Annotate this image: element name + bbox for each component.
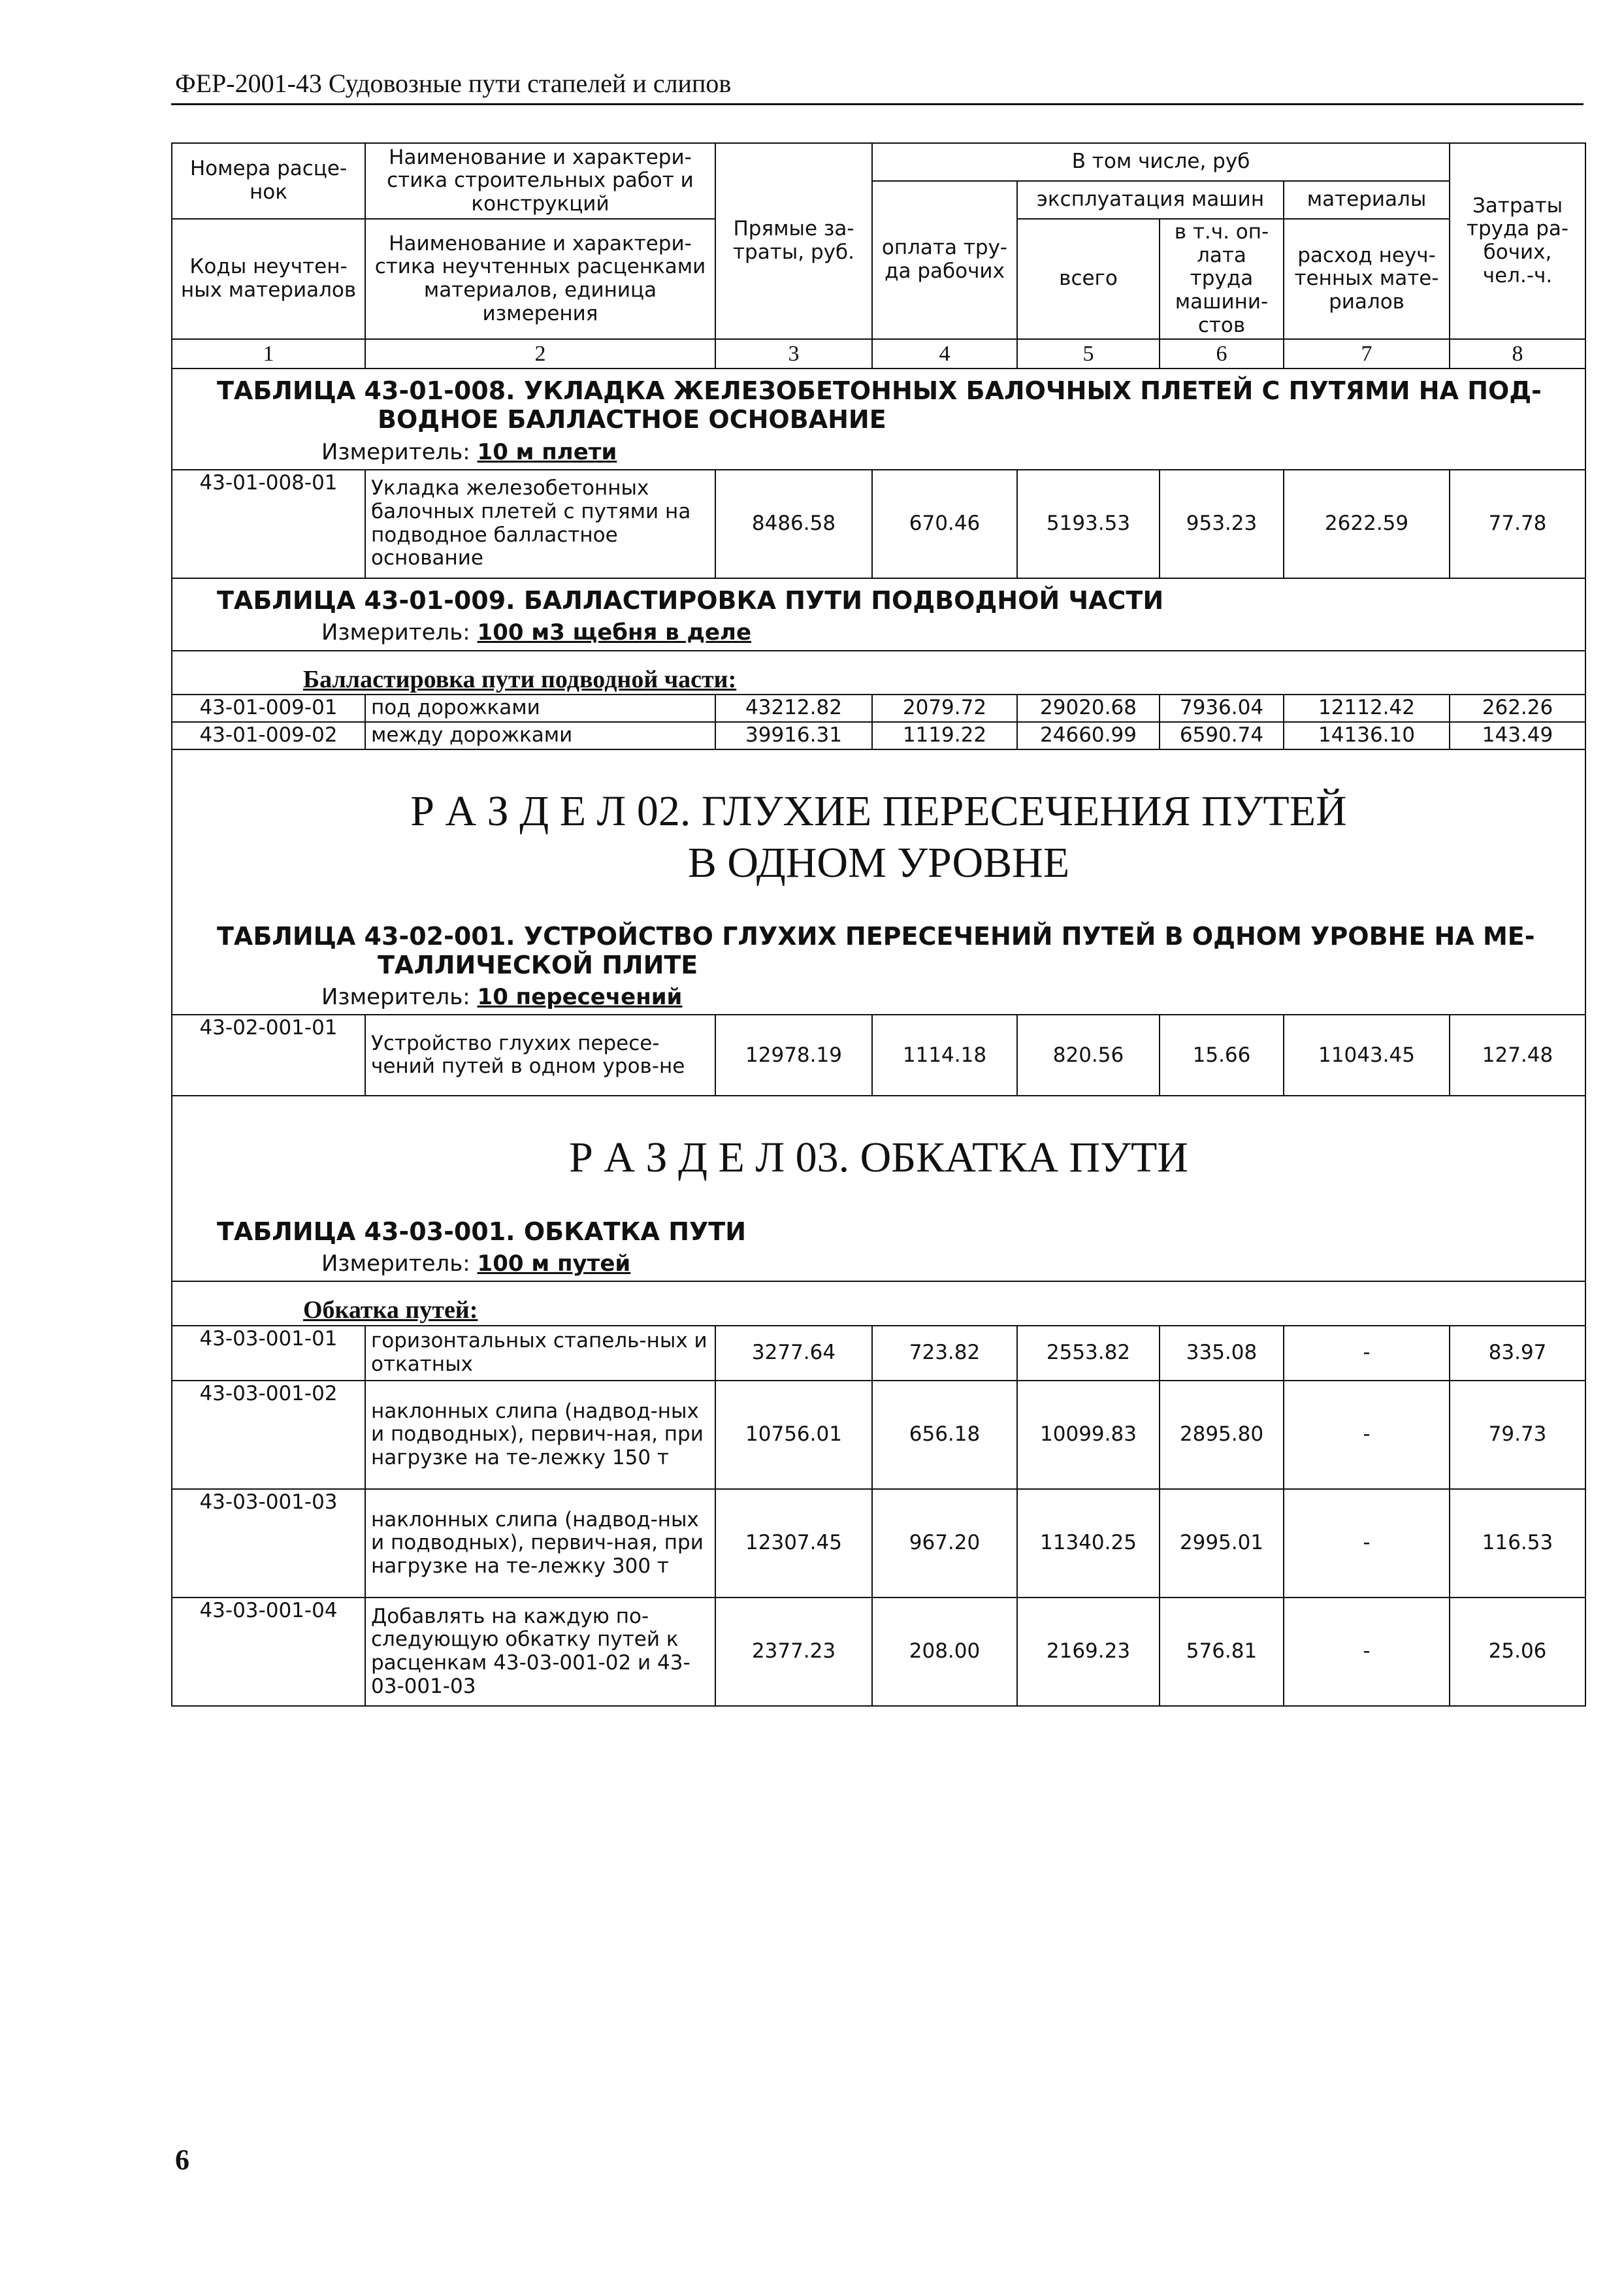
rate-name: Добавлять на каждую по-следующую обкатку путей к расценкам 43-03-001-02 и 43-03-001-03: [365, 1598, 715, 1706]
labor-pay-value: 723.82: [872, 1326, 1017, 1381]
table-row: [172, 695, 1585, 722]
group-heading: [172, 651, 1585, 695]
machinist-pay-value: 335.08: [1160, 1326, 1284, 1381]
col-index: 4: [872, 339, 1017, 369]
col-index: 2: [365, 339, 715, 369]
direct-costs-value: 12307.45: [715, 1489, 872, 1598]
table-row: [172, 722, 1585, 749]
machinist-pay-value: 2895.80: [1160, 1381, 1284, 1489]
col-work-name: Наименование и характери-стика строительных работ и конструкций: [365, 143, 715, 219]
col-labor-costs: Затраты труда ра-бочих, чел.-ч.: [1450, 143, 1585, 339]
header-rule: [171, 103, 1583, 105]
materials-value: 12112.42: [1284, 695, 1450, 722]
machines-total-value: 2553.82: [1017, 1326, 1160, 1381]
table-title: [172, 369, 1585, 436]
direct-costs-value: 8486.58: [715, 470, 872, 578]
materials-value: -: [1284, 1381, 1450, 1489]
labor-costs-value: 262.26: [1450, 695, 1585, 722]
col-machines-total: всего: [1017, 219, 1160, 339]
measure-value: 100 м3 щебня в деле: [477, 619, 752, 646]
labor-costs-value: 127.48: [1450, 1015, 1585, 1096]
page-number: 6: [175, 2144, 189, 2176]
section-heading: [172, 749, 1585, 915]
col-index: 3: [715, 339, 872, 369]
labor-costs-value: 25.06: [1450, 1598, 1585, 1706]
section-heading-line: В ОДНОМ УРОВНЕ: [687, 838, 1070, 887]
direct-costs-value: 10756.01: [715, 1381, 872, 1489]
measure-value: 10 м плети: [477, 438, 617, 465]
measure-line: [172, 982, 1585, 1015]
machinist-pay-value: 2995.01: [1160, 1489, 1284, 1598]
labor-pay-value: 670.46: [872, 470, 1017, 578]
table-title-line: ТАБЛИЦА 43-02-001. УСТРОЙСТВО ГЛУХИХ ПЕРЕСЕЧЕНИЙ ПУТЕЙ В ОДНОМ УРОВНЕ НА МЕ-: [217, 921, 1535, 951]
section-heading-line: Р А З Д Е Л 03. ОБКАТКА ПУТИ: [569, 1134, 1188, 1182]
col-direct-costs: Прямые за-траты, руб.: [715, 143, 872, 339]
page-header: ФЕР-2001-43 Судовозные пути стапелей и слипов: [175, 69, 732, 98]
rate-code: 43-01-009-01: [172, 695, 365, 722]
labor-costs-value: 79.73: [1450, 1381, 1585, 1489]
materials-value: -: [1284, 1598, 1450, 1706]
table-row: [172, 470, 1585, 578]
column-index-row: [172, 339, 1585, 369]
table-title-line: ВОДНОЕ БАЛЛАСТНОЕ ОСНОВАНИЕ: [378, 404, 886, 434]
rate-name: наклонных слипа (надвод-ных и подводных), первич-ная, при нагрузке на те-лежку 300 т: [365, 1489, 715, 1598]
table-title: [172, 915, 1585, 982]
measure-label: Измеритель:: [321, 984, 470, 1011]
labor-pay-value: 208.00: [872, 1598, 1017, 1706]
labor-costs-value: 77.78: [1450, 470, 1585, 578]
rate-name: Укладка железобетонных балочных плетей с путями на подводное балластное основание: [365, 470, 715, 578]
col-unaccounted-materials: расход неуч-тенных мате-риалов: [1284, 219, 1450, 339]
machines-total-value: 10099.83: [1017, 1381, 1160, 1489]
rate-code: 43-02-001-01: [172, 1015, 365, 1096]
machinist-pay-value: 6590.74: [1160, 722, 1284, 749]
table-row: [172, 1489, 1585, 1598]
group-heading: [172, 1281, 1585, 1326]
rate-name: между дорожками: [365, 722, 715, 749]
machinist-pay-value: 953.23: [1160, 470, 1284, 578]
materials-value: -: [1284, 1326, 1450, 1381]
labor-pay-value: 967.20: [872, 1489, 1017, 1598]
rate-code: 43-03-001-02: [172, 1381, 365, 1489]
table-title-line: ТАЛЛИЧЕСКОЙ ПЛИТЕ: [378, 950, 698, 979]
measure-line: [172, 617, 1585, 650]
direct-costs-value: 39916.31: [715, 722, 872, 749]
table-title-line: ТАБЛИЦА 43-03-001. ОБКАТКА ПУТИ: [217, 1217, 747, 1246]
col-including: В том числе, руб: [872, 143, 1450, 181]
labor-costs-value: 116.53: [1450, 1489, 1585, 1598]
materials-value: 2622.59: [1284, 470, 1450, 578]
machinist-pay-value: 7936.04: [1160, 695, 1284, 722]
group-heading-text: Обкатка путей:: [303, 1296, 478, 1324]
table-row: [172, 1326, 1585, 1381]
labor-costs-value: 83.97: [1450, 1326, 1585, 1381]
measure-label: Измеритель:: [321, 438, 470, 465]
direct-costs-value: 12978.19: [715, 1015, 872, 1096]
section-heading: [172, 1096, 1585, 1209]
rate-name: наклонных слипа (надвод-ных и подводных), первич-ная, при нагрузке на те-лежку 150 т: [365, 1381, 715, 1489]
col-material-codes: Коды неучтен-ных материалов: [172, 219, 365, 339]
rate-code: 43-03-001-03: [172, 1489, 365, 1598]
measure-label: Измеритель:: [321, 1251, 470, 1277]
rates-table: [171, 142, 1586, 1707]
machines-total-value: 24660.99: [1017, 722, 1160, 749]
section-heading-line: Р А З Д Е Л 02. ГЛУХИЕ ПЕРЕСЕЧЕНИЯ ПУТЕЙ: [410, 787, 1347, 835]
direct-costs-value: 3277.64: [715, 1326, 872, 1381]
measure-value: 10 пересечений: [477, 984, 683, 1011]
table-title: [172, 578, 1585, 618]
rate-name: под дорожками: [365, 695, 715, 722]
labor-pay-value: 1119.22: [872, 722, 1017, 749]
table-title-line: ТАБЛИЦА 43-01-009. БАЛЛАСТИРОВКА ПУТИ ПОДВОДНОЙ ЧАСТИ: [217, 585, 1164, 615]
col-index: 5: [1017, 339, 1160, 369]
labor-pay-value: 656.18: [872, 1381, 1017, 1489]
col-index: 6: [1160, 339, 1284, 369]
col-material-name: Наименование и характери-стика неучтенных расценками материалов, единица измерения: [365, 219, 715, 339]
measure-label: Измеритель:: [321, 619, 470, 646]
machines-total-value: 820.56: [1017, 1015, 1160, 1096]
materials-value: 14136.10: [1284, 722, 1450, 749]
machines-total-value: 11340.25: [1017, 1489, 1160, 1598]
col-labor-pay: оплата тру-да рабочих: [872, 181, 1017, 339]
machinist-pay-value: 576.81: [1160, 1598, 1284, 1706]
rate-name: Устройство глухих пересе-чений путей в одном уров-не: [365, 1015, 715, 1096]
machines-total-value: 5193.53: [1017, 470, 1160, 578]
machines-total-value: 2169.23: [1017, 1598, 1160, 1706]
table-row: [172, 1015, 1585, 1096]
col-index: 7: [1284, 339, 1450, 369]
group-heading-text: Балластировка пути подводной части:: [303, 665, 737, 693]
rate-code: 43-01-008-01: [172, 470, 365, 578]
col-index: 8: [1450, 339, 1585, 369]
col-materials: материалы: [1284, 181, 1450, 219]
labor-pay-value: 2079.72: [872, 695, 1017, 722]
table-row: [172, 1381, 1585, 1489]
measure-line: [172, 437, 1585, 470]
rate-code: 43-03-001-01: [172, 1326, 365, 1381]
measure-line: [172, 1249, 1585, 1281]
machinist-pay-value: 15.66: [1160, 1015, 1284, 1096]
labor-pay-value: 1114.18: [872, 1015, 1017, 1096]
measure-value: 100 м путей: [477, 1251, 631, 1277]
direct-costs-value: 2377.23: [715, 1598, 872, 1706]
table-title: [172, 1210, 1585, 1249]
materials-value: -: [1284, 1489, 1450, 1598]
rate-code: 43-03-001-04: [172, 1598, 365, 1706]
table-row: [172, 1598, 1585, 1706]
col-machinist-pay: в т.ч. оп-лата труда машини-стов: [1160, 219, 1284, 339]
labor-costs-value: 143.49: [1450, 722, 1585, 749]
materials-value: 11043.45: [1284, 1015, 1450, 1096]
rate-code: 43-01-009-02: [172, 722, 365, 749]
rate-name: горизонтальных стапель-ных и откатных: [365, 1326, 715, 1381]
machines-total-value: 29020.68: [1017, 695, 1160, 722]
direct-costs-value: 43212.82: [715, 695, 872, 722]
col-rate-numbers: Номера расце-нок: [172, 143, 365, 219]
col-index: 1: [172, 339, 365, 369]
col-machines: эксплуатация машин: [1017, 181, 1284, 219]
table-title-line: ТАБЛИЦА 43-01-008. УКЛАДКА ЖЕЛЕЗОБЕТОННЫХ БАЛОЧНЫХ ПЛЕТЕЙ С ПУТЯМИ НА ПОД-: [217, 376, 1542, 406]
